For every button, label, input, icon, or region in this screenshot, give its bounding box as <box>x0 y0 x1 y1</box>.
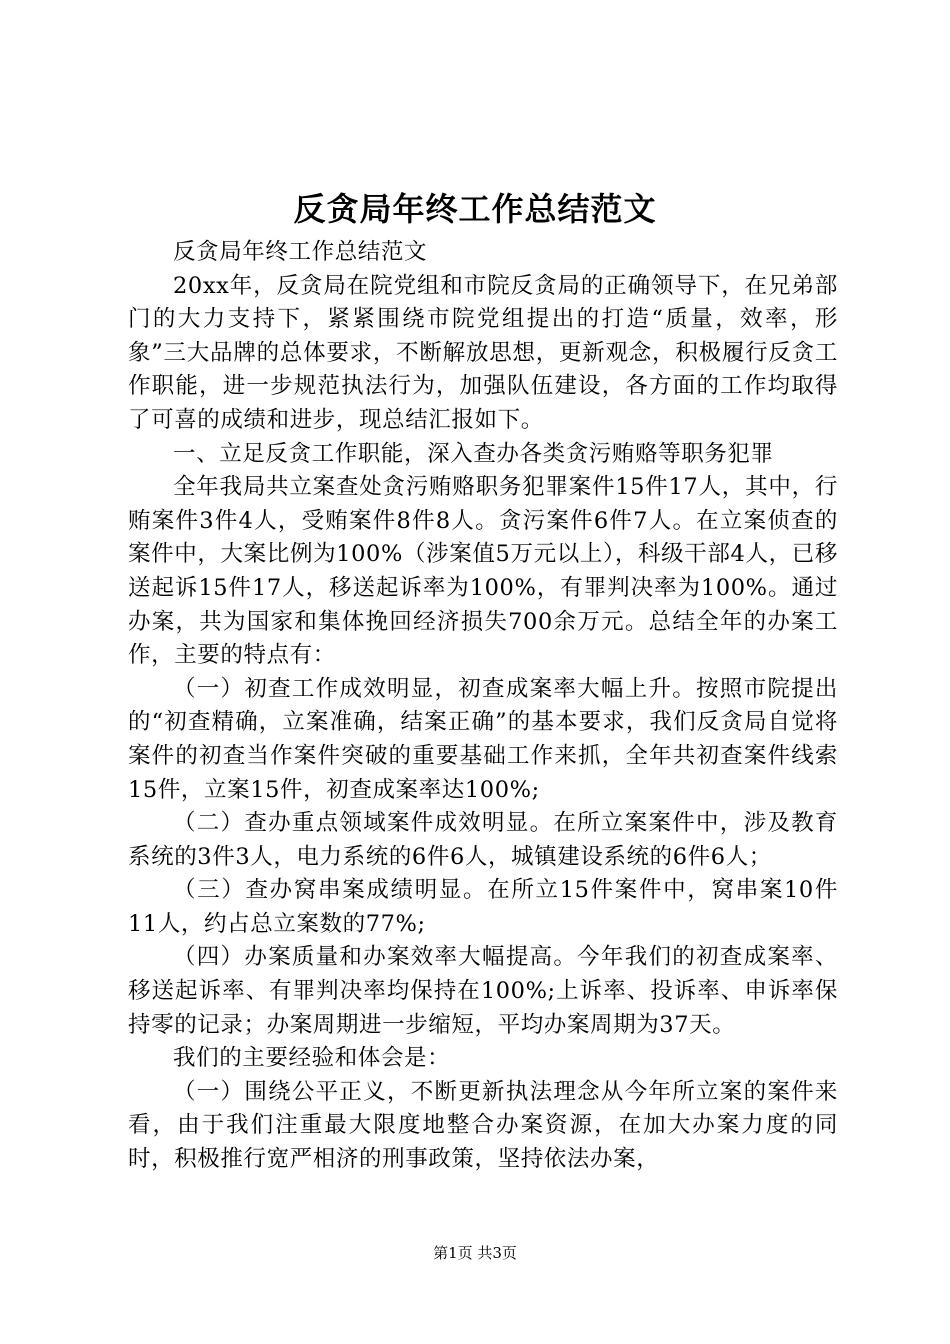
paragraph-point-2: （二）查办重点领域案件成效明显。在所立案案件中，涉及教育系统的3件3人，电力系统的6件6人，城镇建设系统的6件6人； <box>128 810 838 870</box>
document-body <box>128 236 838 1177</box>
paragraph-point-3: （三）查办窝串案成绩明显。在所立15件案件中，窝串案10件11人，约占总立案数的77%; <box>128 877 838 937</box>
paragraph-experience-1: （一）围绕公平正义，不断更新执法理念从今年所立案的案件来看，由于我们注重最大限度地整合办案资源，在加大办案力度的同时，积极推行宽严相济的刑事政策，坚持依法办案， <box>128 1078 838 1173</box>
paragraph-case-stats: 全年我局共立案查处贪污贿赂职务犯罪案件15件17人，其中，行贿案件3件4人，受贿案件8件8人。贪污案件6件7人。在立案侦查的案件中，大案比例为100%（涉案值5万元以上），科级干部4人，已移送起诉15件17人，移送起诉率为100%，有罪判决率为100%。通过办案，共为国家和集体挽回经济损失700余万元。总结全年的办案工作，主要的特点有： <box>128 474 838 669</box>
document-title: 反贪局年终工作总结范文 <box>293 190 657 228</box>
paragraph-subtitle: 反贪局年终工作总结范文 <box>173 239 428 265</box>
page-footer: 第1页 共3页 <box>433 1244 517 1262</box>
paragraph-intro: 20xx年，反贪局在院党组和市院反贪局的正确领导下，在兄弟部门的大力支持下，紧紧围绕市院党组提出的打造“质量，效率，形象”三大品牌的总体要求，不断解放思想，更新观念，积极履行反贪工作职能，进一步规范执法行为，加强队伍建设，各方面的工作均取得了可喜的成绩和进步，现总结汇报如下。 <box>128 272 838 433</box>
paragraph-experience-lead: 我们的主要经验和体会是： <box>173 1045 451 1072</box>
paragraph-point-1: （一）初查工作成效明显，初查成案率大幅上升。按照市院提出的“初查精确，立案准确，结案正确”的基本要求，我们反贪局自觉将案件的初查当作案件突破的重要基础工作来抓，全年共初查案件线索15件，立案15件，初查成案率达100%; <box>128 675 838 803</box>
section-heading-1: 一、立足反贪工作职能，深入查办各类贪污贿赂等职务犯罪 <box>173 440 774 467</box>
paragraph-point-4: （四）办案质量和办案效率大幅提高。今年我们的初查成案率、移送起诉率、有罪判决率均保持在100%;上诉率、投诉率、申诉率保持零的记录；办案周期进一步缩短，平均办案周期为37天。 <box>128 944 838 1038</box>
